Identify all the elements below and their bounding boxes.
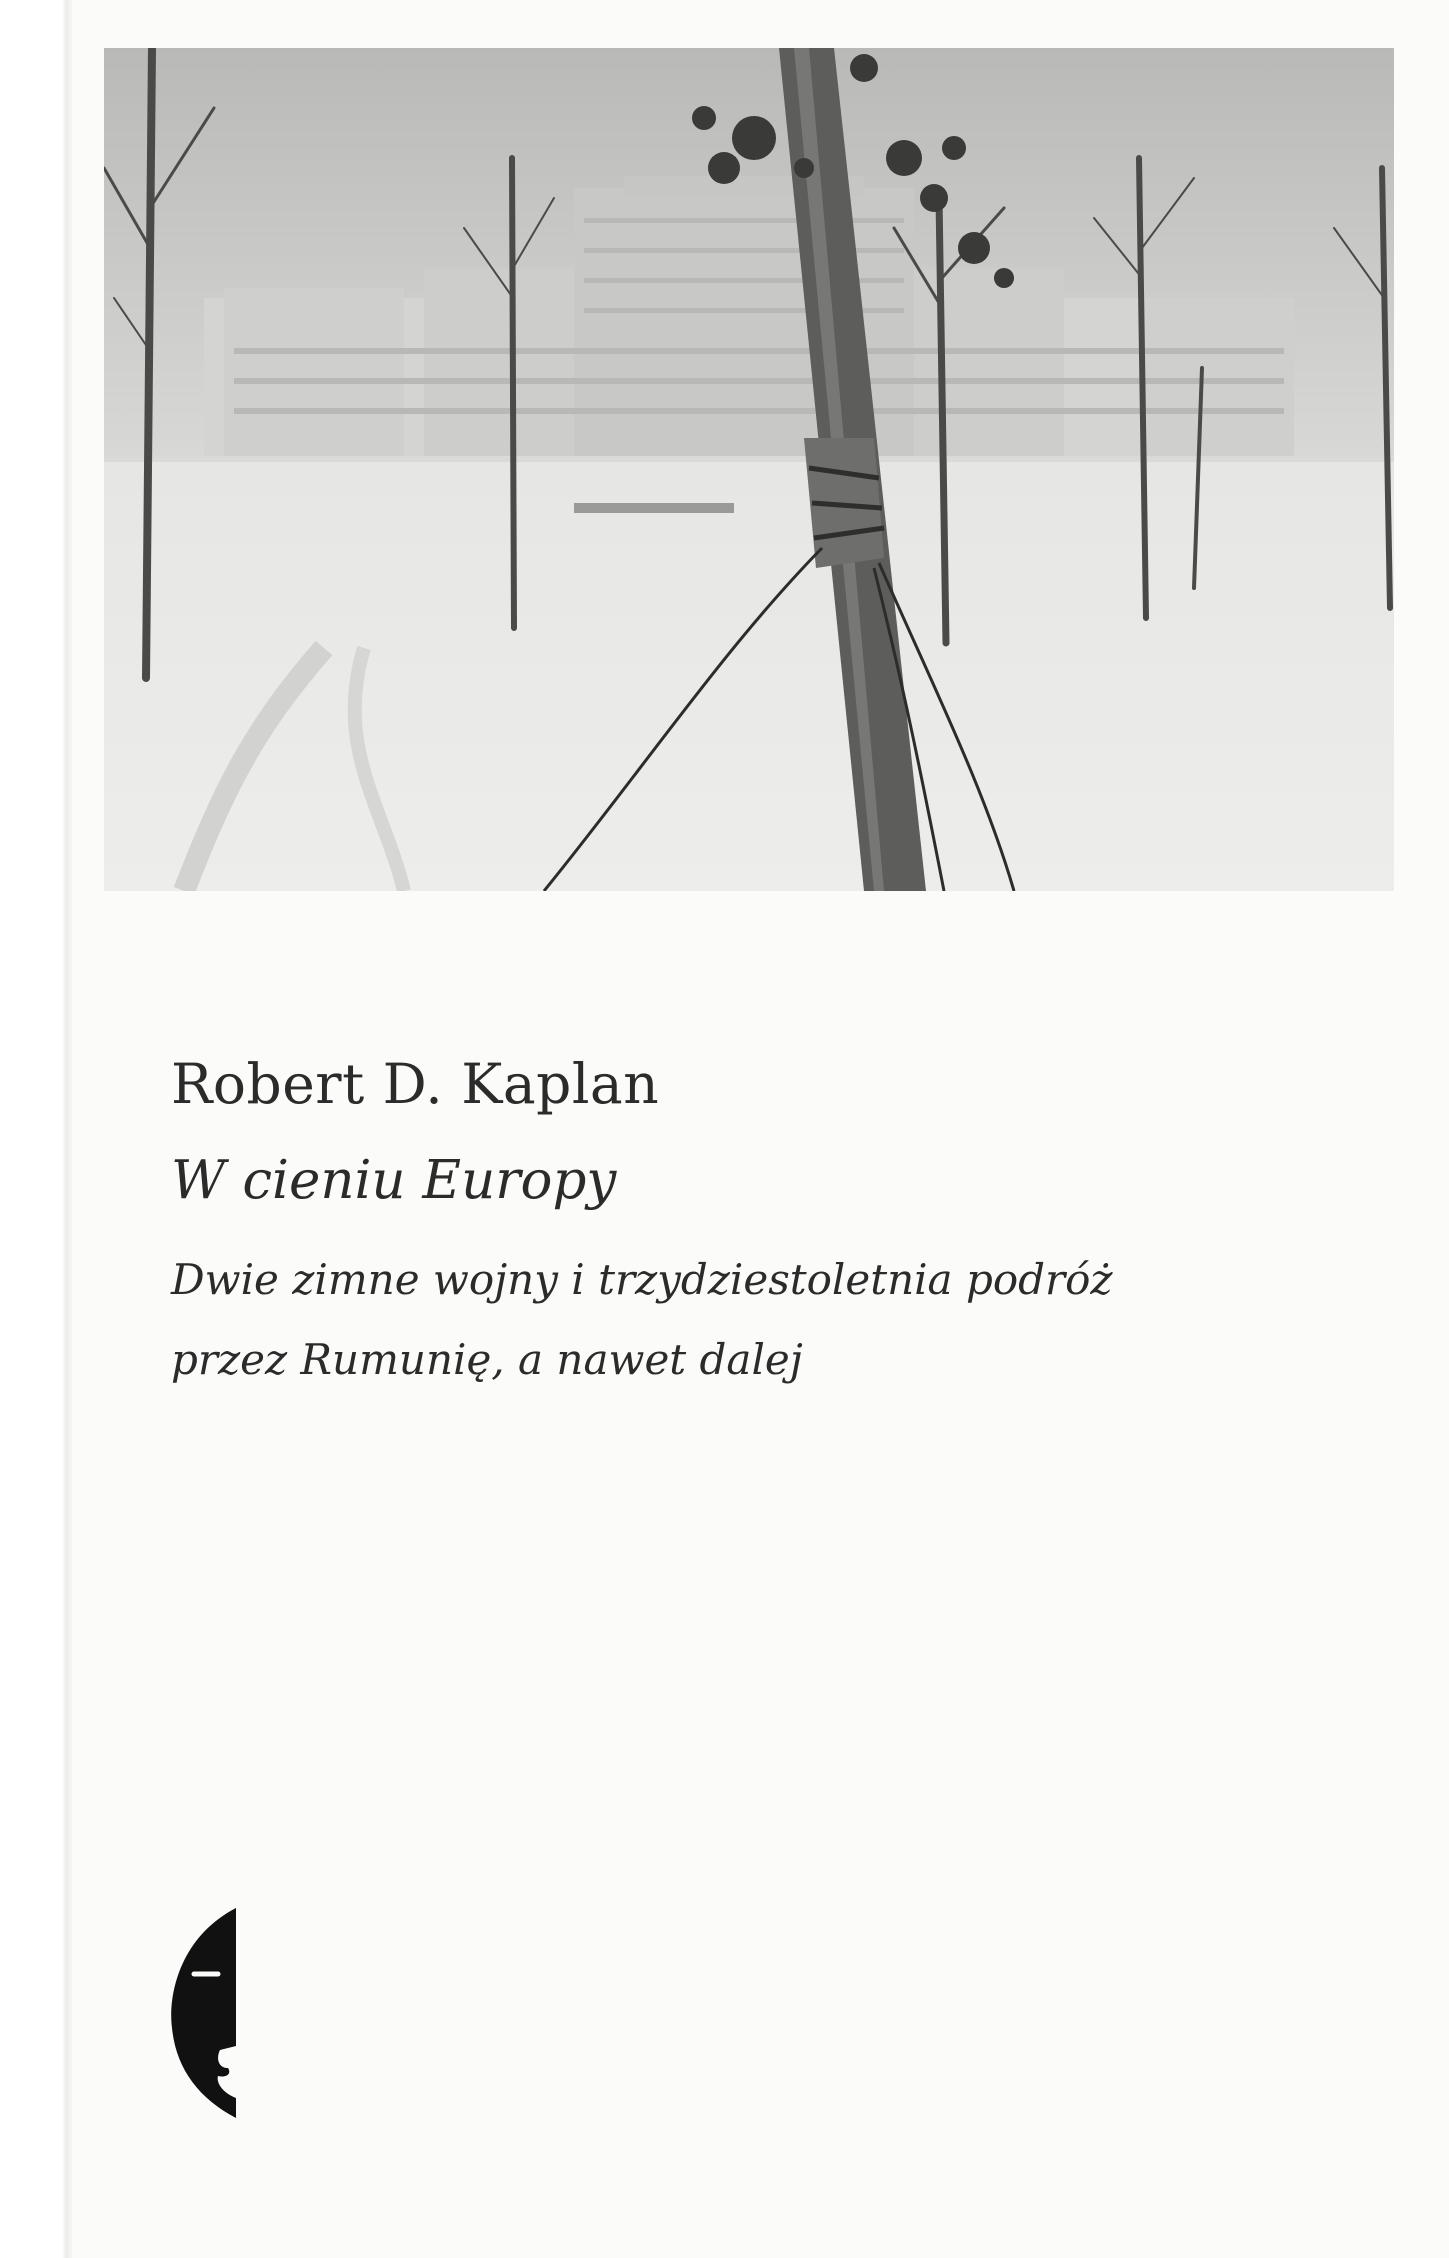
cover-photo xyxy=(104,48,1394,891)
publisher-logo xyxy=(168,1908,238,2118)
spine-edge xyxy=(0,0,72,2258)
book-title: W cieniu Europy xyxy=(171,1150,617,1211)
winter-palace-photo-icon xyxy=(104,48,1394,891)
crescent-face-logo-icon xyxy=(168,1908,238,2118)
subtitle-line: przez Rumunię, a nawet dalej xyxy=(171,1335,803,1384)
author-name: Robert D. Kaplan xyxy=(171,1052,660,1116)
subtitle-line: Dwie zimne wojny i trzydziestoletnia podróż xyxy=(171,1255,1113,1304)
book-subtitle xyxy=(171,1240,1271,1400)
